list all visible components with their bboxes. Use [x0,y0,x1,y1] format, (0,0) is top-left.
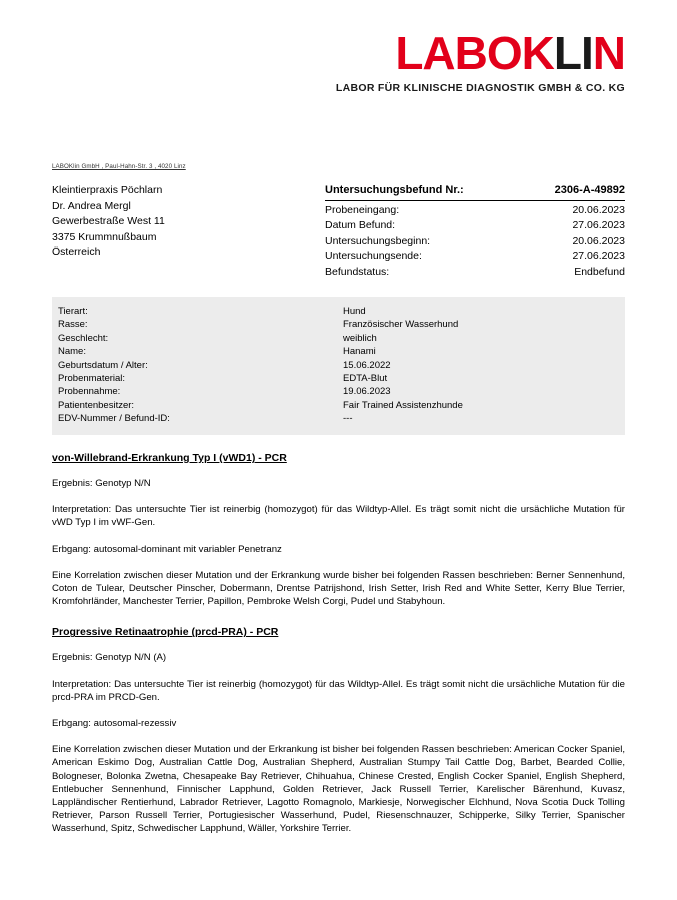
patient-label: Geschlecht: [58,332,109,344]
patient-row [58,385,619,398]
test-correlation: Eine Korrelation zwischen dieser Mutation und der Erkrankung wurde bisher bei folgenden Rassen beschrieben: Berner Sennenhund, Coton de Tulear, Deutscher Pinscher, Dobermann, Drentse Patrijshond, Irish Setter, Irish Red and White Setter, Kerry Blue Terrier, Kromfohrländer, Manchester Terrier, Papillon, Pembroke Welsh Corgi, Pudel und Stabyhoun. [52,569,625,608]
meta-row [325,218,625,234]
address-line: 3375 Krummnußbaum [52,230,157,243]
patient-row [58,345,619,358]
test-result-block-vwd1 [52,452,625,608]
meta-row [325,203,625,219]
patient-label: Tierart: [58,306,88,317]
meta-label: Probeneingang: [325,203,400,216]
test-result: Ergebnis: Genotyp N/N [52,478,151,489]
meta-value: 27.06.2023 [572,219,625,231]
address-line: Gewerbestraße West 11 [52,215,165,227]
patient-row [58,399,619,412]
patient-value: EDTA-Blut [343,373,388,385]
results-section [52,452,625,836]
test-interpretation: Interpretation: Das untersuchte Tier ist reinerbig (homozygot) für das Wildtyp-Allel. Es trägt somit nicht die ursächliche Mutation für die prcd-PRA im PRCD-Gen. [52,678,625,703]
patient-label: Patientenbesitzer: [58,399,135,411]
patient-row [58,412,619,425]
test-title: von-Willebrand-Erkrankung Typ I (vWD1) - PCR [52,452,287,464]
report-number-row [325,183,625,201]
meta-label: Befundstatus: [325,265,390,278]
test-result: Ergebnis: Genotyp N/N (A) [52,652,167,664]
logo-text-part1: LABOK [395,27,554,79]
meta-value: 20.06.2023 [572,234,625,247]
address-and-report-meta [52,183,625,280]
report-number-value: 2306-A-49892 [554,184,625,196]
patient-value: Fair Trained Assistenzhunde [343,399,463,411]
logo-wordmark [336,27,625,79]
address-line: Österreich [52,246,101,258]
patient-value: --- [343,413,353,425]
patient-value: 15.06.2022 [343,359,391,371]
sender-return-address: LABOKlin GmbH , Paul-Hahn-Str. 3 , 4020 Linz [52,163,186,170]
laboklin-logo [335,27,625,94]
test-inheritance: Erbgang: autosomal-rezessiv [52,718,177,730]
report-number-label: Untersuchungsbefund Nr.: [325,184,464,196]
patient-label: Name: [58,346,86,358]
patient-label: Probenmaterial: [58,373,126,385]
patient-row [58,318,619,331]
patient-value: Französischer Wasserhund [343,319,459,331]
patient-value: weiblich [343,332,377,344]
address-line: Kleintierpraxis Pöchlarn [52,184,163,196]
recipient-address [52,183,165,280]
patient-label: EDV-Nummer / Befund-ID: [58,413,170,425]
patient-row [58,372,619,385]
test-inheritance: Erbgang: autosomal-dominant mit variabler Penetranz [52,543,282,555]
meta-value: Endbefund [574,265,625,278]
logo-text-part3: N [592,27,625,79]
meta-value: 20.06.2023 [572,203,625,216]
patient-label: Rasse: [58,319,88,331]
meta-label: Untersuchungsende: [325,250,422,262]
test-interpretation: Interpretation: Das untersuchte Tier ist reinerbig (homozygot) für das Wildtyp-Allel. Es trägt somit nicht die ursächliche Mutation für vWD Typ I im vWF-Gen. [52,504,625,529]
logo-text-part2: LI [553,27,593,79]
meta-row [325,249,625,265]
patient-label: Geburtsdatum / Alter: [58,359,148,371]
meta-row [325,265,625,281]
meta-label: Untersuchungsbeginn: [325,234,431,247]
patient-value: Hanami [343,346,376,358]
report-meta [325,183,625,280]
test-result-block-prcd-pra [52,626,625,835]
patient-value: 19.06.2023 [343,386,391,398]
patient-label: Probennahme: [58,386,121,398]
patient-row [58,332,619,345]
patient-info-box [52,297,625,435]
address-line: Dr. Andrea Mergl [52,199,131,212]
patient-value: Hund [343,306,366,317]
meta-label: Datum Befund: [325,219,396,231]
meta-row [325,234,625,250]
test-title: Progressive Retinaatrophie (prcd-PRA) - PCR [52,626,279,639]
logo-subtitle: LABOR FÜR KLINISCHE DIAGNOSTIK GMBH & CO. KG [335,82,625,94]
patient-row [58,305,619,318]
test-correlation: Eine Korrelation zwischen dieser Mutation und der Erkrankung ist bisher bei folgenden Rassen beschrieben: American Cocker Spaniel, American Eskimo Dog, Australian Cattle Dog, Australian Shepherd, Australian Stumpy Tail Cattle Dog, Barbet, Bearded Collie, Bologneser, Bolonka Zwetna, Chesapeake Bay Retriever, Chihuahua, Chinese Crested, English Cocker Spaniel, English Shepherd, Entlebucher Sennenhund, Finnischer Lapphund, Golden Retriever, Jack Russell Terrier, Karelischer Bärenhund, Kuvasz, Lappländischer Rentierhund, Labrador Retriever, Lagotto Romagnolo, Markiesje, Norwegischer Elchhund, Nova Scotia Duck Tolling Retriever, Parson Russell Terrier, Portugiesischer Wasserhund, Pudel, Riesenschnauzer, Schipperke, Silky Terrier, Spanischer Wasserhund, Spitz, Schwedischer Lapphund, Wäller, Yorkshire Terrier. [52,744,625,835]
patient-row [58,359,619,372]
meta-value: 27.06.2023 [572,250,625,262]
